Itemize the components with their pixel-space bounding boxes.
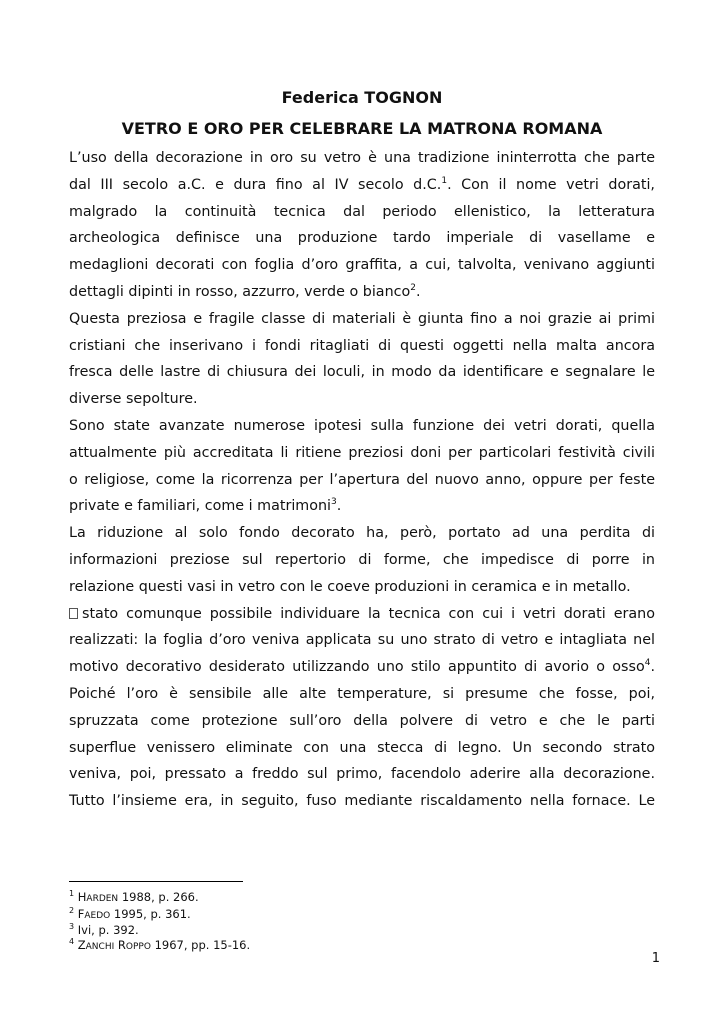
text-line: La riduzione al solo fondo decorato ha, però, portato ad una perdita di [69, 525, 655, 542]
text-line [69, 654, 655, 681]
text-line: diverse sepolture. [69, 391, 198, 408]
text-line: informazioni preziose sul repertorio di forme, che impedisce di porre in [69, 551, 655, 568]
paragraph-2 [69, 306, 655, 413]
paragraph-4 [69, 520, 655, 600]
footnote-ref-text: Ivi, p. 392. [77, 923, 139, 937]
footnote-ref: 3 [331, 497, 337, 508]
author-name: Federica TOGNON [281, 88, 443, 107]
footnote-author [78, 938, 151, 952]
text-line: fresca delle lastre di chiusura dei loculi, in modo da identificare e segnalare le [69, 364, 655, 381]
text-line: L’uso della decorazione in oro su vetro è una tradizione ininterrotta che parte [69, 150, 655, 166]
text-line: realizzati: la foglia d’oro veniva applicata su uno strato di vetro e intagliata nel [69, 632, 655, 649]
author-initial: Z [77, 937, 86, 952]
text-span: private e familiari, come i matrimoni [69, 498, 332, 515]
footnote-ref-text: 1995, p. 361. [110, 906, 191, 921]
text-line: attualmente più accreditata li ritiene preziosi doni per particolari festività civili [69, 444, 655, 461]
footnote-ref-text: 1988, p. 266. [118, 890, 199, 904]
footnote-ref: 1 [441, 175, 448, 186]
author-rest: ANCHI [85, 941, 115, 952]
text-line [69, 172, 655, 199]
footnote-ref-text: 1967, pp. 15-16. [150, 937, 251, 952]
text-span: stato comunque possibile individuare la tecnica con cui i vetri dorati erano [82, 605, 655, 622]
author-rest: AEDO [84, 910, 111, 921]
author-rest: OPPO [125, 941, 151, 952]
author-initial: H [77, 890, 87, 904]
missing-glyph-icon [69, 608, 78, 619]
paragraph-3 [69, 413, 655, 520]
text-line [69, 279, 655, 306]
author-initial: F [77, 906, 85, 921]
footnote-number: 2 [69, 905, 75, 915]
footnote-number: 1 [69, 889, 75, 898]
author-rest: ARDEN [86, 894, 119, 904]
footnote-separator [69, 881, 243, 882]
text-line [69, 493, 655, 520]
footnote-3 [69, 923, 649, 938]
text-line: Poiché l’oro è sensibile alle alte temperature, si presume che fosse, poi, [69, 685, 655, 702]
text-line: archeologica definisce una produzione tardo imperiale di vasellame e [69, 230, 655, 247]
footnote-1 [69, 890, 649, 907]
footnote-author [78, 907, 110, 921]
text-span: motivo decorativo desiderato utilizzando uno stilo appuntito di avorio o osso [69, 659, 645, 676]
footnote-number: 4 [69, 936, 75, 946]
footnote-4 [69, 938, 649, 955]
page-number: 1 [651, 951, 660, 966]
text-line: o religiose, come la ricorrenza per l’apertura del nuovo anno, oppure per feste [69, 471, 655, 488]
text-line: Tutto l’insieme era, in seguito, fuso mediante riscaldamento nella fornace. Le [69, 793, 655, 810]
footnote-number: 3 [69, 922, 75, 931]
footnotes [69, 890, 649, 954]
paragraph-5 [69, 601, 655, 815]
text-line: veniva, poi, pressato a freddo sul primo, facendolo aderire alla decorazione. [69, 766, 655, 783]
footnote-ref: 4 [644, 658, 651, 669]
text-line: cristiani che inserivano i fondi ritagliati di questi oggetti nella malta ancora [69, 337, 655, 354]
footnote-author [78, 890, 118, 904]
text-line: medaglioni decorati con foglia d’oro graffita, a cui, talvolta, venivano aggiunti [69, 257, 655, 274]
footnote-ref: 2 [410, 282, 416, 293]
text-line: Questa preziosa e fragile classe di materiali è giunta fino a noi grazie ai primi [69, 310, 655, 327]
text-span: . [415, 283, 421, 300]
text-line: spruzzata come protezione sull’oro della polvere di vetro e che le parti [69, 712, 655, 729]
text-line: relazione questi vasi in vetro con le coeve produzioni in ceramica e in metallo. [69, 578, 631, 595]
article-title: VETRO E ORO PER CELEBRARE LA MATRONA ROMANA [121, 119, 603, 138]
text-line: Sono state avanzate numerose ipotesi sulla funzione dei vetri dorati, quella [69, 417, 655, 434]
text-span: . Con il nome vetri dorati, [447, 176, 655, 193]
text-span: dettagli dipinti in rosso, azzurro, verde o bianco [69, 283, 411, 300]
text-span: . [650, 659, 655, 676]
paragraph-1 [69, 145, 655, 306]
article-body [69, 145, 655, 815]
text-line [69, 601, 655, 628]
text-span: dal III secolo a.C. e dura fino al IV secolo d.C. [69, 176, 442, 193]
footnote-2 [69, 907, 649, 924]
author-initial: R [117, 937, 126, 952]
text-line: superflue venissero eliminate con una stecca di legno. Un secondo strato [69, 739, 655, 756]
text-line: malgrado la continuità tecnica dal periodo ellenistico, la letteratura [69, 203, 655, 220]
text-span: . [336, 498, 342, 515]
